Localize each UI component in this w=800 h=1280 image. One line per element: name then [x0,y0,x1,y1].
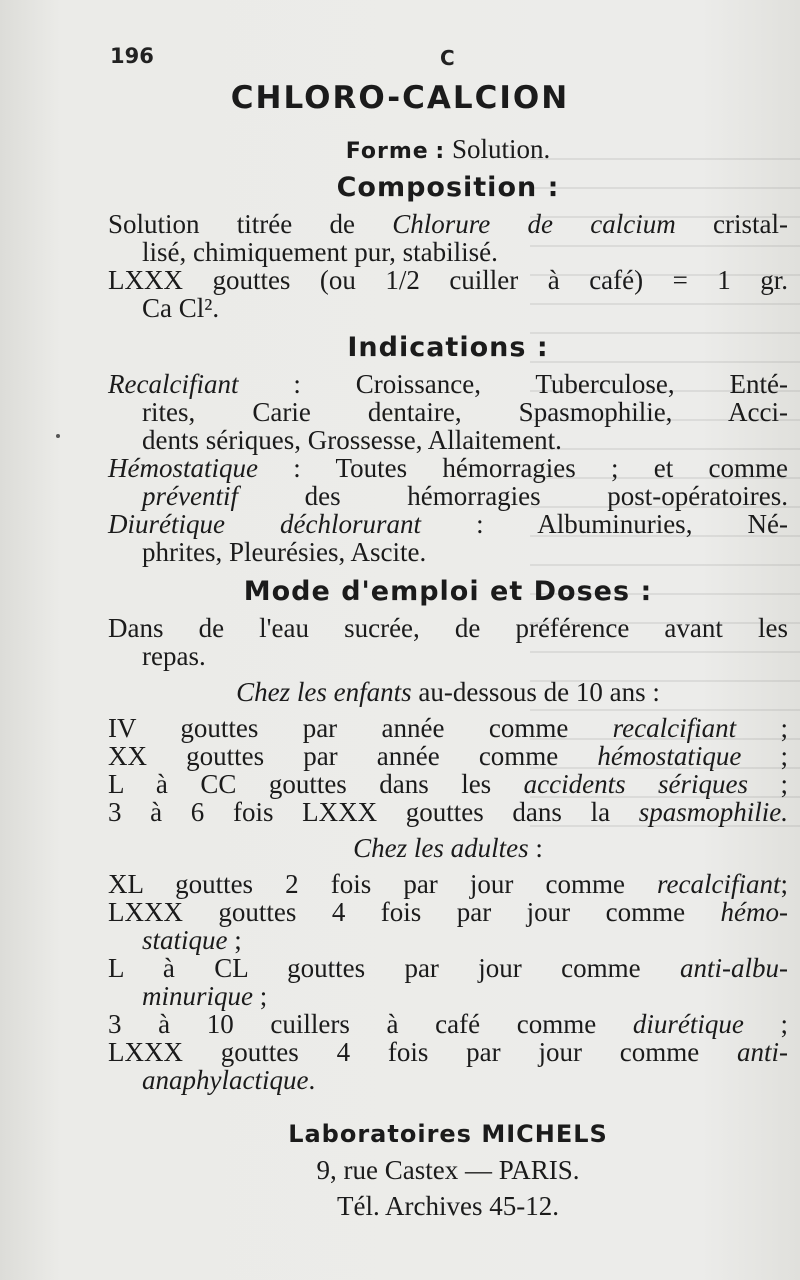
product-title: CHLORO-CALCION [230,80,570,116]
monograph-body [108,135,788,1220]
composition-line-3: LXXX gouttes (ou 1/2 cuiller à café) = 1 gr. [108,265,788,295]
indication-line-2: rites, Carie dentaire, Spasmophilie, Acci- [142,397,788,427]
adult-dose-1: XL gouttes 2 fois par jour comme recalcifiant; [108,869,788,899]
forme-sep: : [435,139,446,164]
laboratory-address: 9, rue Castex — PARIS. [316,1155,580,1185]
composition-line-4: Ca Cl². [142,293,220,323]
indication-line-5: préventif des hémorragies post-opératoires. [142,481,788,511]
ink-speck [56,434,60,438]
children-dose-3: L à CC gouttes dans les accidents sériques ; [108,769,788,799]
children-dose-1: IV gouttes par année comme recalcifiant ; [108,713,788,743]
indication-line-4: Hémostatique : Toutes hémorragies ; et comme [108,453,788,483]
indication-line-1: Recalcifiant : Croissance, Tuberculose, Enté- [108,369,788,399]
indication-line-6: Diurétique déchlorurant : Albuminuries, Né- [108,509,788,539]
adult-dose-3-cont: minurique ; [142,981,268,1011]
adults-subheading: Chez les adultes : [353,833,543,863]
forme-label: Forme [345,139,429,164]
mode-heading: Mode d'emploi et Doses : [243,576,653,607]
laboratory-phone: Tél. Archives 45-12. [337,1191,559,1221]
section-letter: C [440,46,455,70]
children-subheading: Chez les enfants au-dessous de 10 ans : [236,677,660,707]
adult-dose-5-cont: anaphylactique. [142,1065,316,1095]
adult-dose-2: LXXX gouttes 4 fois par jour comme hémo- [108,897,788,927]
composition-heading: Composition : [336,172,560,203]
children-dose-4: 3 à 6 fois LXXX gouttes dans la spasmophilie. [108,797,788,827]
indication-line-7: phrites, Pleurésies, Ascite. [142,537,427,567]
children-dose-2: XX gouttes par année comme hémostatique ; [108,741,788,771]
mode-line-2: repas. [142,641,206,671]
adult-dose-2-cont: statique ; [142,925,242,955]
forme-line [108,135,788,166]
mode-line-1: Dans de l'eau sucrée, de préférence avant les [108,613,788,643]
laboratory-name: Laboratoires MICHELS [288,1120,608,1148]
adult-dose-4: 3 à 10 cuillers à café comme diurétique ; [108,1009,788,1039]
adult-dose-3: L à CL gouttes par jour comme anti-albu- [108,953,788,983]
composition-line-1: Solution titrée de Chlorure de calcium cristal- [108,209,788,239]
page-number: 196 [110,44,154,68]
composition-line-2: lisé, chimiquement pur, stabilisé. [142,237,498,267]
adult-dose-5: LXXX gouttes 4 fois par jour comme anti- [108,1037,788,1067]
forme-value: Solution. [451,134,551,164]
indication-line-3: dents sériques, Grossesse, Allaitement. [142,425,562,455]
indications-heading: Indications : [347,332,549,363]
